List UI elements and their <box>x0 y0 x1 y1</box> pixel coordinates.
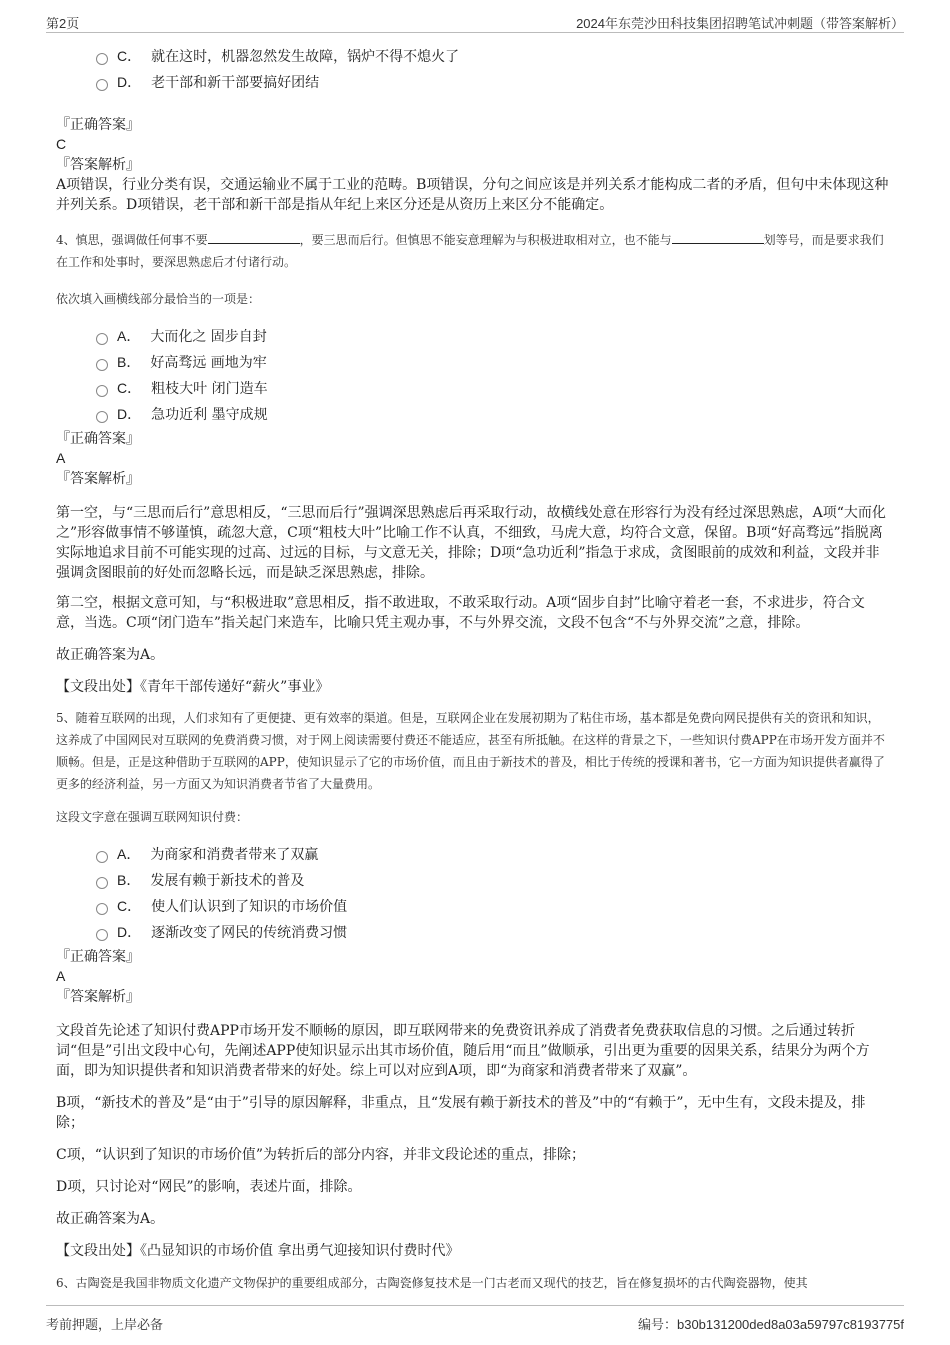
q4-option-d[interactable]: D． 急功近利 墨守成规 <box>96 401 890 427</box>
answer-label: 『正确答案』 <box>56 117 140 133</box>
question-stem: 6、古陶瓷是我国非物质文化遗产文物保护的重要组成部分，古陶瓷修复技术是一门古老而又现代的技艺，旨在修复损坏的古代陶瓷器物，使其 <box>56 1276 808 1290</box>
q5-option-d[interactable]: D． 逐渐改变了网民的传统消费习惯 <box>96 919 890 945</box>
analysis-paragraph: 第二空，根据文意可知，与“积极进取”意思相反，指不敢进取，不敢采取行动。A项“固步自封”比喻守着老一套，不求进步，符合文意，当选。C项“闭门造车”指关起门来造车，比喻只凭主观办事，不与外界交流，文段不包含“不与外界交流”之意，排除。 <box>56 595 865 631</box>
radio-icon[interactable] <box>96 359 108 371</box>
radio-icon[interactable] <box>96 79 108 91</box>
radio-icon[interactable] <box>96 53 108 65</box>
radio-icon[interactable] <box>96 411 108 423</box>
analysis-paragraph: 文段首先论述了知识付费APP市场开发不顺畅的原因，即互联网带来的免费资讯养成了消费者免费获取信息的习惯。之后通过转折词“但是”引出文段中心句，先阐述APP使知识显示出其市场价值，随后用“而且”做顺承，引出更为重要的因果关系，结果分为两个方面，即为知识提供者和知识消费者带来的好处。综上可以对应到A项，即“为商家和消费者带来了双赢”。 <box>56 1023 870 1079</box>
analysis-paragraph: 故正确答案为A。 <box>56 1211 165 1227</box>
fill-blank <box>672 231 764 244</box>
analysis-text: A项错误，行业分类有误，交通运输业不属于工业的范畴。B项错误，分句之间应该是并列关系才能构成二者的矛盾，但句中未体现这种并列关系。D项错误，老干部和新干部是指从年纪上来区分还是从资历上来区分不能确定。 <box>56 177 889 213</box>
q3-options <box>56 43 890 95</box>
q4-option-a[interactable]: A． 大而化之 固步自封 <box>96 323 890 349</box>
radio-icon[interactable] <box>96 929 108 941</box>
document-title: 2024年东莞沙田科技集团招聘笔试冲刺题（带答案解析） <box>576 16 904 31</box>
page-footer <box>46 1305 904 1336</box>
analysis-paragraph: C项，“认识到了知识的市场价值”为转折后的部分内容，并非文段论述的重点，排除； <box>56 1147 586 1163</box>
radio-icon[interactable] <box>96 903 108 915</box>
q4-option-b[interactable]: B． 好高骛远 画地为牢 <box>96 349 890 375</box>
radio-icon[interactable] <box>96 333 108 345</box>
radio-icon[interactable] <box>96 851 108 863</box>
page-header <box>46 10 904 33</box>
analysis-label: 『答案解析』 <box>56 157 140 173</box>
answer-label: 『正确答案』 <box>56 431 140 447</box>
analysis-label: 『答案解析』 <box>56 989 140 1005</box>
q5-options <box>56 841 890 945</box>
document-serial: 编号：b30b131200ded8a03a59797c8193775f <box>637 1317 904 1332</box>
document-body <box>56 40 890 1298</box>
q4-options <box>56 323 890 427</box>
q5-option-a[interactable]: A． 为商家和消费者带来了双赢 <box>96 841 890 867</box>
answer-label: 『正确答案』 <box>56 949 140 965</box>
question-stem: 4、慎思，强调做任何事不要 ，要三思而后行。但慎思不能妄意理解为与积极进取相对立，也不能与 划等号，而是要求我们在工作和处事时，要深思熟虑后才付诸行动。 <box>56 233 884 269</box>
analysis-paragraph: 故正确答案为A。 <box>56 647 165 663</box>
source-citation: 【文段出处】《凸显知识的市场价值 拿出勇气迎接知识付费时代》 <box>56 1243 460 1259</box>
page-number: 第2页 <box>46 16 80 31</box>
analysis-paragraph: B项，“新技术的普及”是“由于”引导的原因解释，非重点，且“发展有赖于新技术的普及”中的“有赖于”，无中生有，文段未提及，排除； <box>56 1095 866 1131</box>
q4-option-c[interactable]: C． 粗枝大叶 闭门造车 <box>96 375 890 401</box>
fill-blank <box>208 231 300 244</box>
question-stem: 5、随着互联网的出现，人们求知有了更便捷、更有效率的渠道。但是，互联网企业在发展初期为了粘住市场，基本都是免费向网民提供有关的资讯和知识，这养成了中国网民对互联网的免费消费习惯，对于网上阅读需要付费还不能适应，甚至有所抵触。在这样的背景之下，一些知识付费APP在市场开发方面并不顺畅。但是，正是这种借助于互联网的APP，使知识显示了它的市场价值，而且由于新技术的普及，相比于传统的授课和著书，它一方面为知识提供者赢得了更多的经济利益，另一方面又为知识消费者节省了大量费用。 <box>56 711 885 791</box>
question-prompt: 这段文字意在强调互联网知识付费： <box>56 810 249 824</box>
analysis-paragraph: 第一空，与“三思而后行”意思相反，“三思而后行”强调深思熟虑后再采取行动，故横线处意在形容行为没有经过深思熟虑，A项“大而化之”形容做事情不够谨慎，疏忽大意，C项“粗枝大叶”比喻工作不认真，不细致，马虎大意，均符合文意，保留。B项“好高骛远”指脱离实际地追求目前不可能实现的过高、过远的目标，与文意无关，排除；D项“急功近利”指急于求成，贪图眼前的成效和利益，文段并非强调贪图眼前的好处而忽略长远，而是缺乏深思熟虑，排除。 <box>56 505 886 581</box>
analysis-paragraph: D项，只讨论对“网民”的影响，表述片面，排除。 <box>56 1179 362 1195</box>
question-prompt: 依次填入画横线部分最恰当的一项是： <box>56 292 261 306</box>
radio-icon[interactable] <box>96 385 108 397</box>
radio-icon[interactable] <box>96 877 108 889</box>
q3-option-d[interactable]: D． 老干部和新干部要搞好团结 <box>96 69 890 95</box>
correct-answer: A <box>56 450 66 466</box>
source-citation: 【文段出处】《青年干部传递好“薪火”事业》 <box>56 679 330 695</box>
footer-motto: 考前押题，上岸必备 <box>46 1317 164 1332</box>
analysis-label: 『答案解析』 <box>56 471 140 487</box>
q3-option-c[interactable]: C． 就在这时，机器忽然发生故障，锅炉不得不熄火了 <box>96 43 890 69</box>
correct-answer: C <box>56 136 67 152</box>
correct-answer: A <box>56 968 66 984</box>
q5-option-c[interactable]: C． 使人们认识到了知识的市场价值 <box>96 893 890 919</box>
q5-option-b[interactable]: B． 发展有赖于新技术的普及 <box>96 867 890 893</box>
